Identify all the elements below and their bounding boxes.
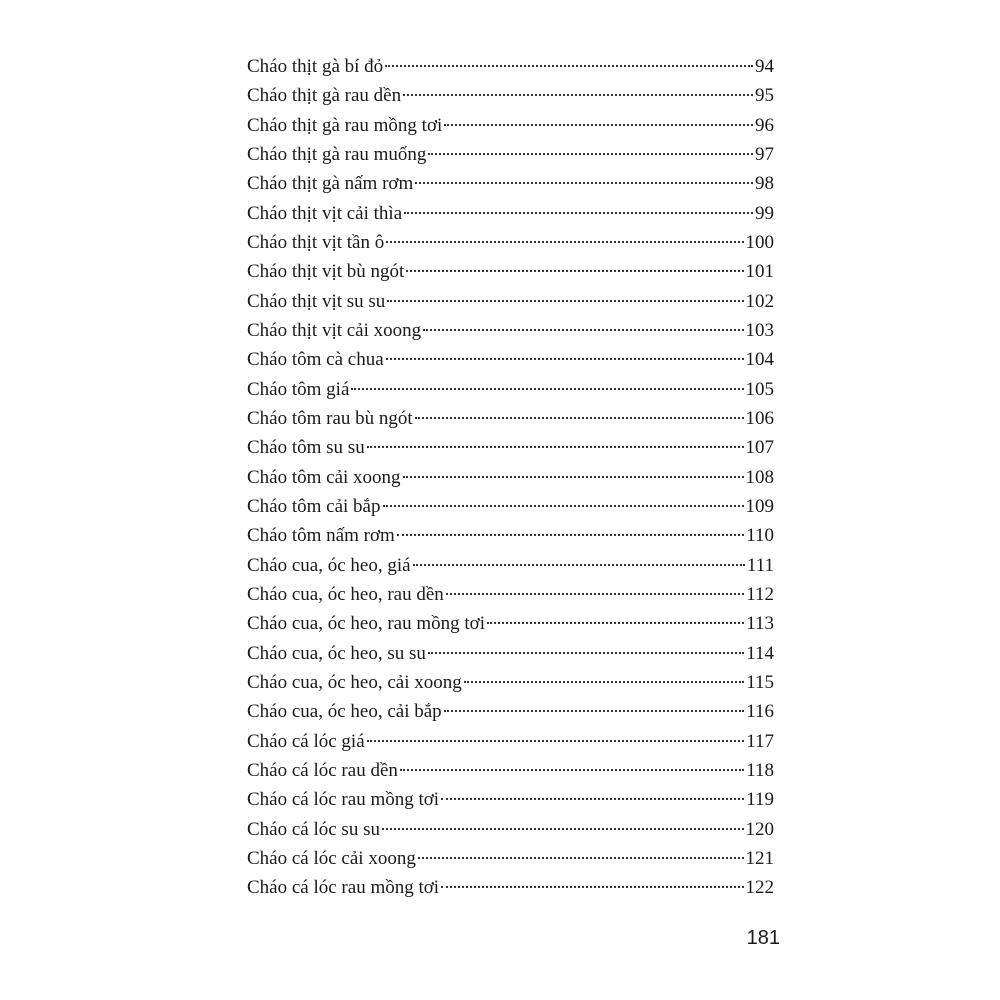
dot-leader [383, 505, 744, 507]
dot-leader [403, 94, 753, 96]
toc-entry-title: Cháo thịt gà rau mồng tơi [247, 114, 443, 136]
toc-entry-title: Cháo cua, óc heo, cải xoong [247, 671, 462, 693]
toc-entry [247, 345, 774, 374]
toc-entry [247, 169, 774, 198]
toc-entry [247, 815, 774, 844]
dot-leader [351, 388, 743, 390]
toc-entry-title: Cháo thịt vịt su su [247, 290, 386, 312]
toc-entry-title: Cháo thịt gà nấm rơm [247, 173, 414, 195]
toc-entry-page-number: 94 [755, 56, 774, 77]
dot-leader [441, 886, 743, 888]
toc-entry [247, 228, 774, 257]
dot-leader [367, 446, 744, 448]
toc-entry-page-number: 103 [745, 319, 774, 341]
toc-entry-title: Cháo tôm cải xoong [247, 466, 401, 488]
toc-entry-title: Cháo thịt vịt bù ngót [247, 261, 405, 283]
toc-entry-title: Cháo cua, óc heo, giá [247, 554, 411, 576]
toc-entry-title: Cháo thịt gà rau muống [247, 143, 427, 165]
page-number: 181 [746, 927, 780, 949]
toc-entry [247, 140, 774, 169]
toc-entry-page-number: 99 [755, 202, 774, 224]
toc-entry-title: Cháo cua, óc heo, su su [247, 642, 426, 664]
dot-leader [418, 857, 744, 859]
dot-leader [415, 417, 744, 419]
toc-entry [247, 316, 774, 345]
toc-entry-page-number: 107 [745, 437, 774, 459]
toc-entry-title: Cháo cá lóc rau mồng tơi [247, 789, 440, 811]
toc-entry [247, 375, 774, 404]
toc-entry-page-number: 118 [746, 759, 774, 781]
toc-entry-title: Cháo thịt vịt cải thìa [247, 202, 403, 224]
toc-entry-page-number: 96 [755, 114, 774, 136]
toc-entry [247, 639, 774, 668]
toc-entry [247, 580, 774, 609]
toc-entry [247, 433, 774, 462]
toc-entry-title: Cháo cá lóc rau mồng tơi [247, 877, 440, 899]
dot-leader [444, 710, 745, 712]
toc-entry-title: Cháo thịt vịt cải xoong [247, 319, 422, 341]
toc-entry-page-number: 112 [746, 583, 774, 605]
toc-entry [247, 81, 774, 110]
toc-entry-page-number: 95 [755, 85, 774, 107]
dot-leader [367, 740, 745, 742]
toc-entry-title: Cháo cá lóc cải xoong [247, 847, 416, 869]
toc-entry [247, 551, 774, 580]
toc-entry-page-number: 113 [746, 613, 774, 635]
toc-entry-page-number: 98 [755, 173, 774, 195]
dot-leader [441, 798, 744, 800]
toc-entry [247, 463, 774, 492]
dot-leader [406, 270, 743, 272]
toc-entry [247, 257, 774, 286]
dot-leader [428, 652, 744, 654]
toc-entry-page-number: 106 [745, 407, 774, 429]
toc-entry-page-number: 104 [745, 349, 774, 371]
dot-leader [464, 681, 744, 683]
toc-entry [247, 111, 774, 140]
dot-leader [413, 564, 745, 566]
toc-entry-title: Cháo tôm cải bắp [247, 495, 381, 517]
toc-entry [247, 727, 774, 756]
toc-entry-page-number: 122 [745, 877, 774, 899]
toc-entry-page-number: 117 [746, 730, 774, 752]
toc-entry-page-number: 102 [745, 290, 774, 312]
dot-leader [403, 476, 744, 478]
toc-entry [247, 873, 774, 902]
toc-entry-title: Cháo tôm su su [247, 437, 365, 459]
toc-entry-title: Cháo tôm rau bù ngót [247, 407, 413, 429]
toc-entry-page-number: 105 [745, 378, 774, 400]
toc-entry [247, 697, 774, 726]
toc-entry-page-number: 114 [746, 642, 774, 664]
toc-entry [247, 844, 774, 873]
dot-leader [444, 124, 753, 126]
dot-leader [387, 300, 743, 302]
toc-entry-page-number: 119 [746, 789, 774, 811]
toc-entry-page-number: 97 [755, 143, 774, 165]
dot-leader [397, 534, 744, 536]
toc-entry-title: Cháo tôm nấm rơm [247, 525, 395, 547]
toc-entry-page-number: 115 [746, 671, 774, 693]
toc-entry-title: Cháo cua, óc heo, cải bắp [247, 701, 442, 723]
toc-entry-title: Cháo tôm cà chua [247, 349, 384, 371]
dot-leader [386, 358, 744, 360]
toc-entry [247, 287, 774, 316]
dot-leader [400, 769, 744, 771]
toc-entry-page-number: 120 [745, 818, 774, 840]
dot-leader [415, 182, 753, 184]
toc-entry-title: Cháo thịt gà bí đỏ [247, 56, 384, 77]
toc-entry-title: Cháo cua, óc heo, rau mồng tơi [247, 613, 485, 635]
dot-leader [386, 241, 743, 243]
toc-entry [247, 199, 774, 228]
toc-entry-page-number: 116 [746, 701, 774, 723]
dot-leader [428, 153, 753, 155]
toc-entry-page-number: 109 [745, 495, 774, 517]
toc-entry-title: Cháo cá lóc giá [247, 730, 365, 752]
dot-leader [446, 593, 744, 595]
table-of-contents [247, 52, 774, 903]
toc-entry [247, 609, 774, 638]
toc-entry-page-number: 108 [745, 466, 774, 488]
dot-leader [404, 212, 753, 214]
toc-entry-title: Cháo cá lóc su su [247, 818, 380, 840]
toc-entry [247, 521, 774, 550]
toc-entry-page-number: 101 [745, 261, 774, 283]
toc-entry-title: Cháo thịt gà rau dền [247, 85, 402, 107]
toc-entry-page-number: 110 [746, 525, 774, 547]
toc-entry-page-number: 111 [746, 554, 774, 576]
dot-leader [487, 622, 744, 624]
toc-entry-title: Cháo cá lóc rau dền [247, 759, 398, 781]
toc-entry-title: Cháo cua, óc heo, rau dền [247, 583, 444, 605]
dot-leader [423, 329, 743, 331]
dot-leader [385, 65, 753, 67]
toc-entry-page-number: 100 [745, 231, 774, 253]
toc-entry [247, 756, 774, 785]
toc-entry-page-number: 121 [745, 847, 774, 869]
toc-entry [247, 52, 774, 81]
dot-leader [382, 828, 744, 830]
toc-entry [247, 492, 774, 521]
toc-entry [247, 404, 774, 433]
toc-entry-title: Cháo tôm giá [247, 378, 350, 400]
toc-entry [247, 785, 774, 814]
toc-entry-title: Cháo thịt vịt tần ô [247, 231, 385, 253]
toc-entry [247, 668, 774, 697]
